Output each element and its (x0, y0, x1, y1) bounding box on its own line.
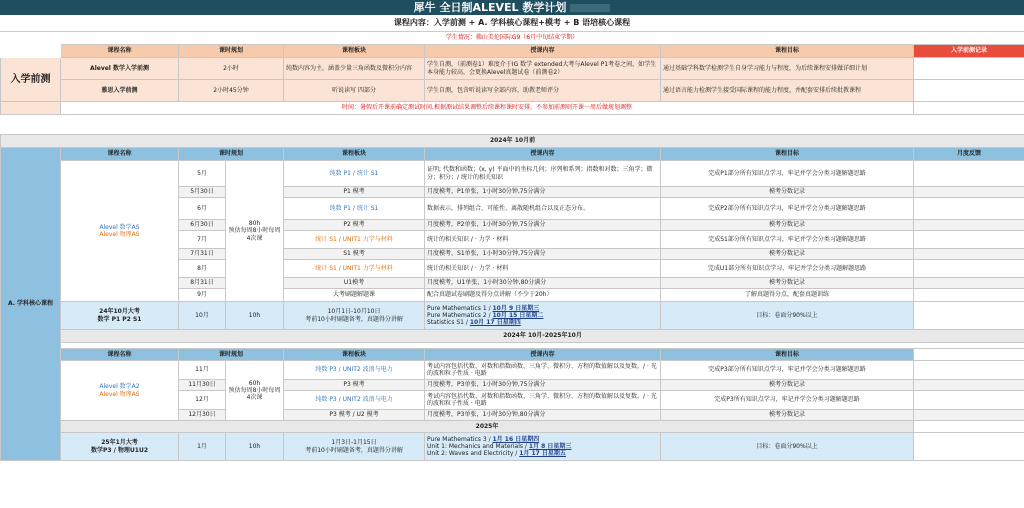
section-core-label: A. 学科核心课程 (1, 148, 61, 461)
col-content: 授课内容 (425, 45, 661, 58)
pretest-section-label: 入学前测 (1, 58, 61, 102)
col-feedback: 月度反馈 (914, 148, 1024, 161)
plan-table (0, 44, 1024, 461)
course-content-line: 课程内容：入学前测 + A. 学科核心课程+模考 + B 语培核心课程 (0, 15, 1024, 32)
table-row: 5月30日 P1 模考 月度模考，P1单张，1小时30分钟,75分满分 模考分数记录 (1, 187, 1024, 198)
page-title: 犀牛 全日制ALEVEL 教学计划 (0, 0, 1024, 15)
table-row: 9月 大考刷题解题课 配合真题试卷刷题及得分点讲解（不少于20h） 了解真题得分点，配套真题训练 (1, 289, 1024, 302)
table-row: Alevel 数学AS Alevel 物理AS 5月 80h 预估每周8小时每周4次课 纯数 P1 / 统计 S1 证明; 代数和函数；(x, y) 平面中的坐标几何；序列和系列；指数和对数；三角学；微分；积分；/ 统计的相关知识 完成P1部分所有知识点学习，牢记并学会分类习题解题思路 (1, 161, 1024, 187)
period1-label: 2024年 10月前 (1, 135, 1024, 148)
table-row: 7月31日 S1 模考 月度模考，S1单张，1小时30分钟,75分满分 模考分数记录 (1, 249, 1024, 260)
pretest-row-ielts: 雅思入学前测 2小时45分钟 听说读写 四部分 学生自测，包含听说读写全部内容，助教老师评分 通过语言能力检测学生接受国际课程的能力程度，并配套安排后续批教课程 (1, 80, 1024, 102)
col-time: 课时规划 (179, 45, 284, 58)
col-pretest-record: 入学前测记录 (914, 45, 1024, 58)
col-goal: 课程目标 (661, 45, 914, 58)
table-row: 6月30日 P2 模考 月度模考，P2单张，1小时30分钟,75分满分 模考分数记录 (1, 220, 1024, 231)
redacted-mark (570, 4, 610, 12)
period2-courses: Alevel 数学A2 Alevel 物理AS (61, 361, 179, 421)
pretest-header-row (1, 45, 1024, 58)
table-row: 12月 纯数 P3 / UNIT2 波浪与电力 考试内容包括代数、对数和指数函数、三角学、微积分、方程的数值解以及复数。/ · 光的波和粒子性质 · 电路 完成P3所有知识点学习，牢记并学会分类习题解题思路 (1, 391, 1024, 410)
period2-header-row: 课程名称 课时规划 课程板块 授课内容 课程目标 (1, 349, 1024, 361)
table-row: 12月30日 P3 模考 / U2 模考 月度模考，P3单张，1小时30分钟,80分满分 模考分数记录 (1, 410, 1024, 421)
col-course: 课程名称 (61, 45, 179, 58)
period1-courses: Alevel 数学AS Alevel 物理AS (61, 161, 179, 302)
year-label: 2025年 (61, 421, 914, 433)
pretest-note-row (1, 102, 1024, 115)
pretest-row-math: 入学前测 Alevel 数学入学前测 2小时 纯数内容为主，涵盖少量三角函数及微积分内容 学生自测，（前测卷1）难度介于IG 数学 extended大考与Alevel P1考卷之间，如学生本身能力较高，会更换Alevel真题试卷（前测卷2） 通过基础学科数学检测学生自身学习能力与程度，为后续课程安排做详细计划 (1, 58, 1024, 80)
table-row: 8月31日 U1模考 月度模考，U1单张，1小时30分钟,80分满分 模考分数记录 (1, 278, 1024, 289)
year-label-row (1, 421, 1024, 433)
table-row: 11月30日 P3 模考 月度模考，P3单张，1小时30分钟,75分满分 模考分数记录 (1, 380, 1024, 391)
period1-header-row: A. 学科核心课程 课程名称 课时规划 课程板块 授课内容 课程目标 月度反馈 (1, 148, 1024, 161)
table-row: 6月 纯数 P1 / 统计 S1 数据表示，排列组合、可能性、离散随机组合以及正态分布。 完成P2部分所有知识点学习，牢记并学会分类习题解题思路 (1, 198, 1024, 220)
exam1-papers: Pure Mathematics 1 / 10月 9 日星期三 Pure Mathematics 2 / 10月 15 日星期二 Statistics S1 / 10月 17 日星期四 (425, 302, 661, 330)
table-row: 8月 统计 S1 / UNIT1 力学与材料 统计的相关知识 / · 力学 · 材料 完成U1部分所有知识点学习，牢记并学会分类习题解题思路 (1, 260, 1024, 278)
table-row: 7月 统计 S1 / UNIT1 力学与材料 统计的相关知识 / · 力学 · 材料 完成S1部分所有知识点学习，牢记并学会分类习题解题思路 (1, 231, 1024, 249)
period1-label-row (1, 135, 1024, 148)
exam1-name: 24年10月大考 数学 P1 P2 S1 (61, 302, 179, 330)
period2-time-total: 60h 预估每周8小时每周4次课 (226, 361, 284, 421)
col-module: 课程板块 (284, 45, 425, 58)
exam2-papers: Pure Mathematics 3 / 1月 16 日星期四 Unit 1: Mechanics and Materials / 1月 8 日星期三 Unit 2: Waves and Electricity / 1月 17 日星期五 (425, 433, 661, 461)
pretest-note: 时间：暑假后开课前确定测试时间,根据测试结果调整后续课程课时安排，不参加前测则开课一周后做规划调整 (61, 102, 914, 115)
period1-time-total: 80h 预估每周8小时每周4次课 (226, 161, 284, 302)
period2-label: 2024年 10月-2025年10月 (61, 330, 1024, 343)
exam-row-1: 24年10月大考 数学 P1 P2 S1 10月 10h 10月1日-10月10日 考前10小时刷题备考，真题得分讲解 Pure Mathematics 1 / 10月 9 日星期三 Pure Mathematics 2 / 10月 15 日星期二 Statistics S1 / 10月 17 日星期四 目标：卷面分90%以上 (1, 302, 1024, 330)
exam2-name: 25年1月大考 数学P3 / 物理U1U2 (61, 433, 179, 461)
table-row: Alevel 数学A2 Alevel 物理AS 11月 60h 预估每周8小时每周4次课 纯数 P3 / UNIT2 波浪与电力 考试内容包括代数、对数和指数函数、三角学、微积分、方程的数值解以及复数。/ · 光的波和粒子性质 · 电路 完成P3部分所有知识点学习，牢记并学会分类习题解题思路 (1, 361, 1024, 380)
exam-row-2: 25年1月大考 数学P3 / 物理U1U2 1月 10h 1月3日-1月15日 考前10小时刷题备考，真题得分讲解 Pure Mathematics 3 / 1月 16 日星期四 Unit 1: Mechanics and Materials / 1月 8 日星期三 Unit 2: Waves and Electricity / 1月 17 日星期五 目标：卷面分90%以上 (1, 433, 1024, 461)
student-info: 学生情况：佛山美伦国际G9（6月中旬结束学期） (445, 34, 579, 41)
period2-label-row (1, 330, 1024, 343)
